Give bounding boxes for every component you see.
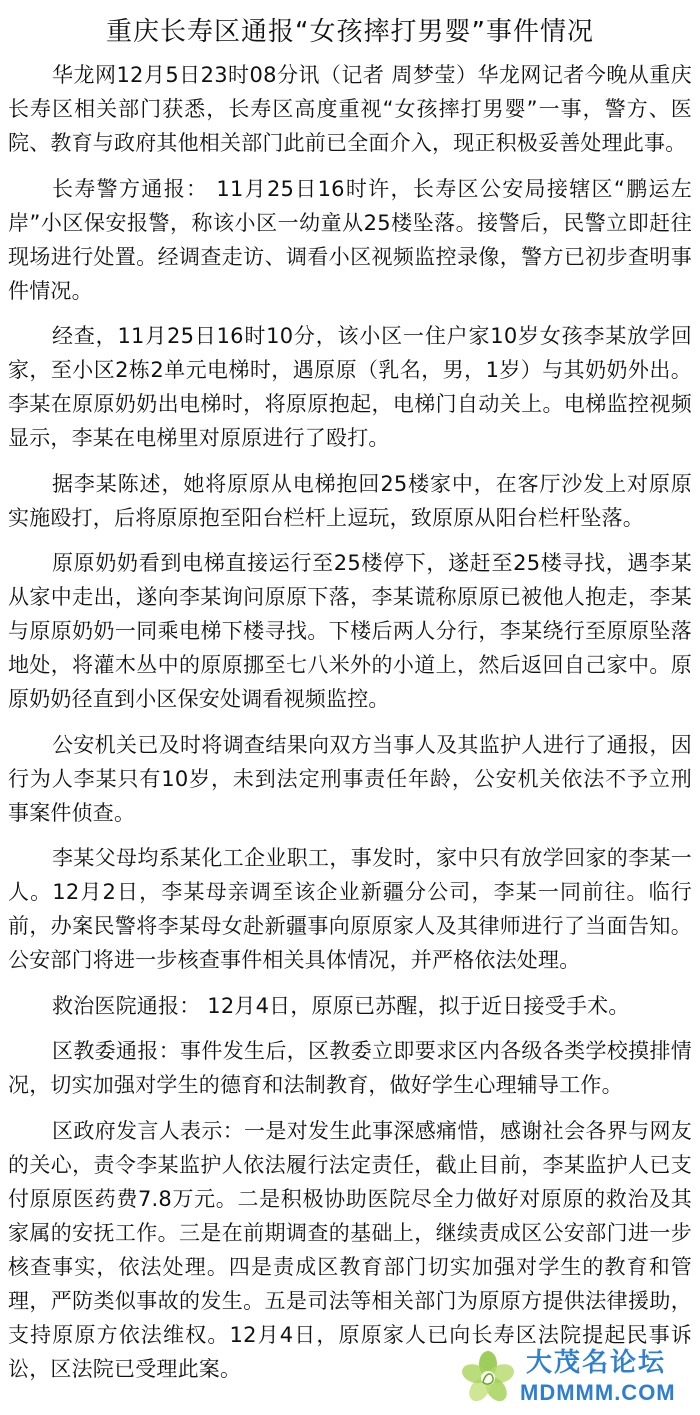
- paragraph-education: 区教委通报：事件发生后，区教委立即要求区内各级各类学校摸排情况，切实加强对学生的德育和法制教育，做好学生心理辅导工作。: [8, 1039, 692, 1097]
- paragraph-hospital: 救治医院通报： 12月4日，原原已苏醒，拟于近日接受手术。: [52, 993, 630, 1018]
- paragraph-police-notice: 公安机关已及时将调查结果向双方当事人及其监护人进行了通报，因行为人李某只有10岁，未到法定刑事责任年龄，公安机关依法不予立刑事案件侦查。: [8, 732, 692, 825]
- paragraph-statement: 据李某陈述，她将原原从电梯抱回25楼家中，在客厅沙发上对原原实施殴打，后将原原抱至阳台栏杆上逗玩，致原原从阳台栏杆坠落。: [8, 471, 692, 530]
- paragraph-grandmother: 原原奶奶看到电梯直接运行至25楼停下，遂赶至25楼寻找，遇李某从家中走出，遂向李某询问原原下落，李某谎称原原已被他人抱走，李某与原原奶奶一同乘电梯下楼寻找。下楼后两人分行，李某绕行至原原坠落地处，将灌木丛中的原原挪至七八米外的小道上，然后返回自己家中。原原奶奶径直到小区保安处调看视频监控。: [8, 551, 692, 711]
- paragraph-investigation: 经查，11月25日16时10分，该小区一住户家10岁女孩李某放学回家，至小区2栋2单元电梯时，遇原原（乳名，男，1岁）与其奶奶外出。李某在原原奶奶出电梯时，将原原抱起，电梯门自动关上。电梯监控视频显示，李某在电梯里对原原进行了殴打。: [8, 324, 692, 450]
- paragraph-government: 区政府发言人表示：一是对发生此事深感痛惜，感谢社会各界与网友的关心，责令李某监护人依法履行法定责任，截止目前，李某监护人已支付原原医药费7.8万元。二是积极协助医院尽全力做好对原原的救治及其家属的安抚工作。三是在前期调查的基础上，继续责成区公安部门进一步核查事实，依法处理。四是责成区教育部门切实加强对学生的教育和管理，严防类似事故的发生。五是司法等相关部门为原原方提供法律援助，支持原原方依法维权。12月4日，原原家人已向长寿区法院提起民事诉讼，区法院已受理此案。: [8, 1118, 692, 1381]
- site-watermark: [458, 1345, 694, 1411]
- article-title: 重庆长寿区通报“女孩摔打男婴”事件情况: [106, 17, 594, 47]
- watermark-site-domain: MDMMM.COM: [520, 1380, 676, 1405]
- paragraph-police-report: 长寿警方通报： 11月25日16时许，长寿区公安局接辖区“鹏运左岸”小区保安报警，称该小区一幼童从25楼坠落。接警后，民警立即赶往现场进行处置。经调查走访、调看小区视频监控录像，警方已初步查明事件情况。: [8, 176, 692, 303]
- watermark-site-name: 大茂名论坛: [526, 1348, 667, 1378]
- article-body: [8, 58, 692, 1397]
- paragraph-intro: 华龙网12月5日23时08分讯（记者 周梦莹）华龙网记者今晚从重庆长寿区相关部门获悉，长寿区高度重视“女孩摔打男婴”一事，警方、医院、教育与政府其他相关部门此前已全面介入，现正积极妥善处理此事。: [8, 63, 692, 155]
- paragraph-parents: 李某父母均系某化工企业职工，事发时，家中只有放学回家的李某一人。12月2日，李某母亲调至该企业新疆分公司，李某一同前往。临行前，办案民警将李某母女赴新疆事向原原家人及其律师进行了当面告知。公安部门将进一步核查事件相关具体情况，并严格依法处理。: [8, 846, 692, 972]
- flower-logo-icon: [458, 1349, 522, 1407]
